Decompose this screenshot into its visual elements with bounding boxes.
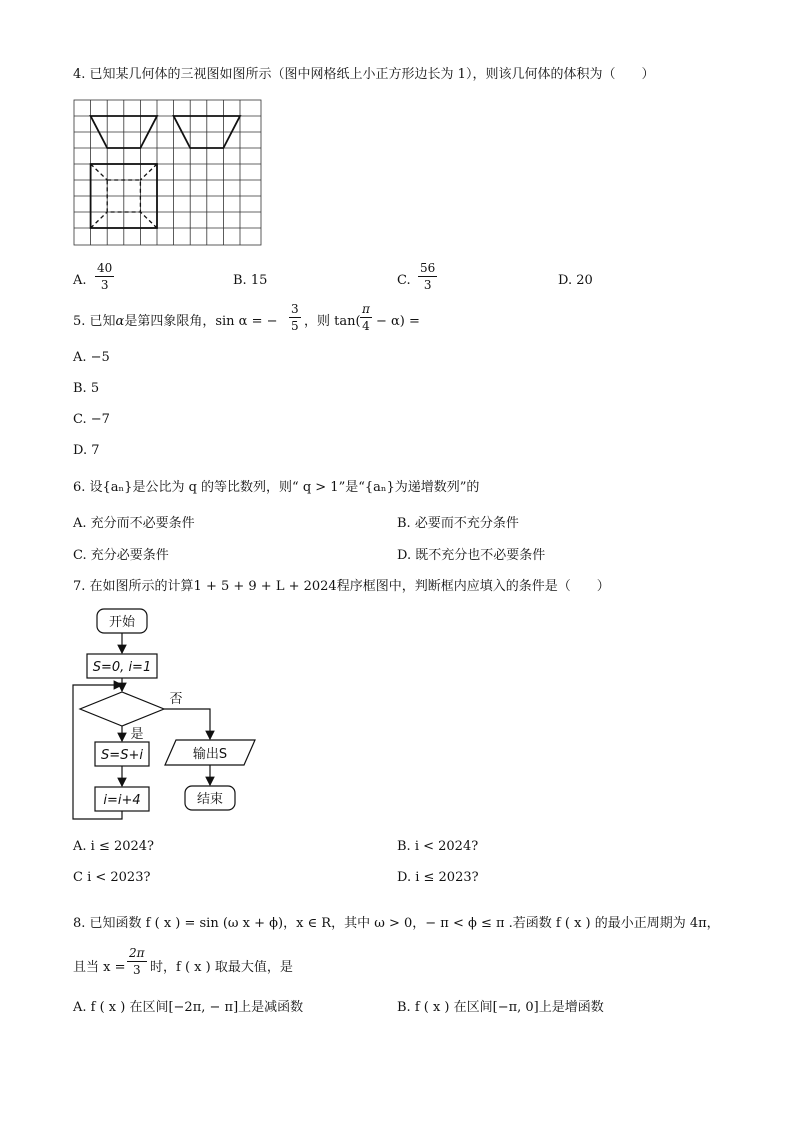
- q6-stem: 6. 设{aₙ}是公比为 q 的等比数列，则“ q > 1”是“{aₙ}为递增数列”的: [73, 480, 480, 495]
- grid: [74, 100, 261, 245]
- q4-option-c-fraction[interactable]: [418, 262, 437, 291]
- flow-inc-label: i=i+4: [103, 793, 141, 808]
- q4-option-a-fraction[interactable]: [95, 262, 114, 291]
- q5-sin-den: 5: [291, 319, 299, 333]
- q4-option-a-den: 3: [100, 278, 109, 292]
- flowchart: [68, 605, 268, 825]
- q5-option-c[interactable]: C. −7: [73, 412, 110, 427]
- q8-line2-pre: 且当 x =: [73, 960, 126, 975]
- q8-frac-num: 2π: [129, 946, 145, 960]
- q4-option-c-label[interactable]: C.: [397, 273, 411, 288]
- flow-init-label: S=0, i=1: [92, 660, 152, 675]
- q5-pi-num: π: [362, 302, 370, 316]
- q5-sin: sin α = −: [215, 314, 278, 329]
- q5-alpha: α: [115, 314, 125, 329]
- q8-line1: 8. 已知函数 f ( x ) = sin (ω x + ϕ)，x ∈ R，其中 ω > 0，− π < ϕ ≤ π .若函数 f ( x ) 的最小正周期为 4π，: [73, 916, 720, 931]
- q4-option-a-label[interactable]: A.: [73, 273, 87, 288]
- flow-sum-label: S=S+i: [101, 748, 143, 763]
- q4-option-d[interactable]: D. 20: [558, 273, 593, 288]
- q5-stem-line: [73, 315, 278, 328]
- q4-option-c-den: 3: [423, 278, 432, 292]
- flow-decision-diamond: [80, 692, 164, 726]
- q5-sin-num: 3: [291, 302, 299, 316]
- flow-output-label: 输出S: [192, 747, 228, 762]
- q8-option-b[interactable]: B. f ( x ) 在区间[−π, 0]上是增函数: [397, 1000, 604, 1015]
- q4-stem: 4. 已知某几何体的三视图如图所示（图中网格纸上小正方形边长为 1），则该几何体的体积为（ ）: [73, 67, 655, 82]
- q5-option-a[interactable]: A. −5: [73, 350, 110, 365]
- q7-option-d[interactable]: D. i ≤ 2023?: [397, 870, 479, 885]
- q8-fraction: [127, 947, 147, 976]
- q7-option-b[interactable]: B. i < 2024?: [397, 839, 479, 854]
- q4-option-b[interactable]: B. 15: [233, 273, 268, 288]
- flow-end-label: 结束: [196, 792, 224, 807]
- q5-tan: ，则 tan(: [304, 314, 361, 329]
- q4-option-a-num: 40: [97, 261, 113, 275]
- flow-yes-label: 是: [130, 727, 144, 742]
- q6-option-b[interactable]: B. 必要而不充分条件: [397, 516, 519, 531]
- q8-frac-den: 3: [132, 963, 141, 977]
- q5-mid: 是第四象限角，: [124, 314, 216, 329]
- q4-option-c-num: 56: [420, 261, 436, 275]
- q8-option-a[interactable]: A. f ( x ) 在区间[−2π, − π]上是减函数: [73, 1000, 304, 1015]
- q7-option-c[interactable]: C i < 2023?: [73, 870, 151, 885]
- q5-option-b[interactable]: B. 5: [73, 381, 100, 396]
- q5-sin-fraction: [289, 303, 301, 332]
- q6-option-c[interactable]: C. 充分必要条件: [73, 548, 169, 563]
- q7-stem: 7. 在如图所示的计算1 + 5 + 9 + L + 2024程序框图中，判断框内应填入的条件是（ ）: [73, 579, 610, 594]
- q5-pi-fraction: [360, 303, 372, 332]
- three-view-diagram: [73, 99, 263, 249]
- q6-option-a[interactable]: A. 充分而不必要条件: [73, 516, 195, 531]
- flow-no-label: 否: [169, 692, 183, 707]
- q5-number: 5. 已知: [73, 314, 116, 329]
- q7-option-a[interactable]: A. i ≤ 2024?: [73, 839, 155, 854]
- q5-pi-den: 4: [362, 319, 370, 333]
- q8-line2-post: 时，f ( x ) 取最大值，是: [150, 960, 293, 975]
- flow-start-label: 开始: [108, 615, 136, 630]
- q6-option-d[interactable]: D. 既不充分也不必要条件: [397, 548, 546, 563]
- q5-tail: − α) =: [376, 314, 420, 329]
- q5-option-d[interactable]: D. 7: [73, 443, 100, 458]
